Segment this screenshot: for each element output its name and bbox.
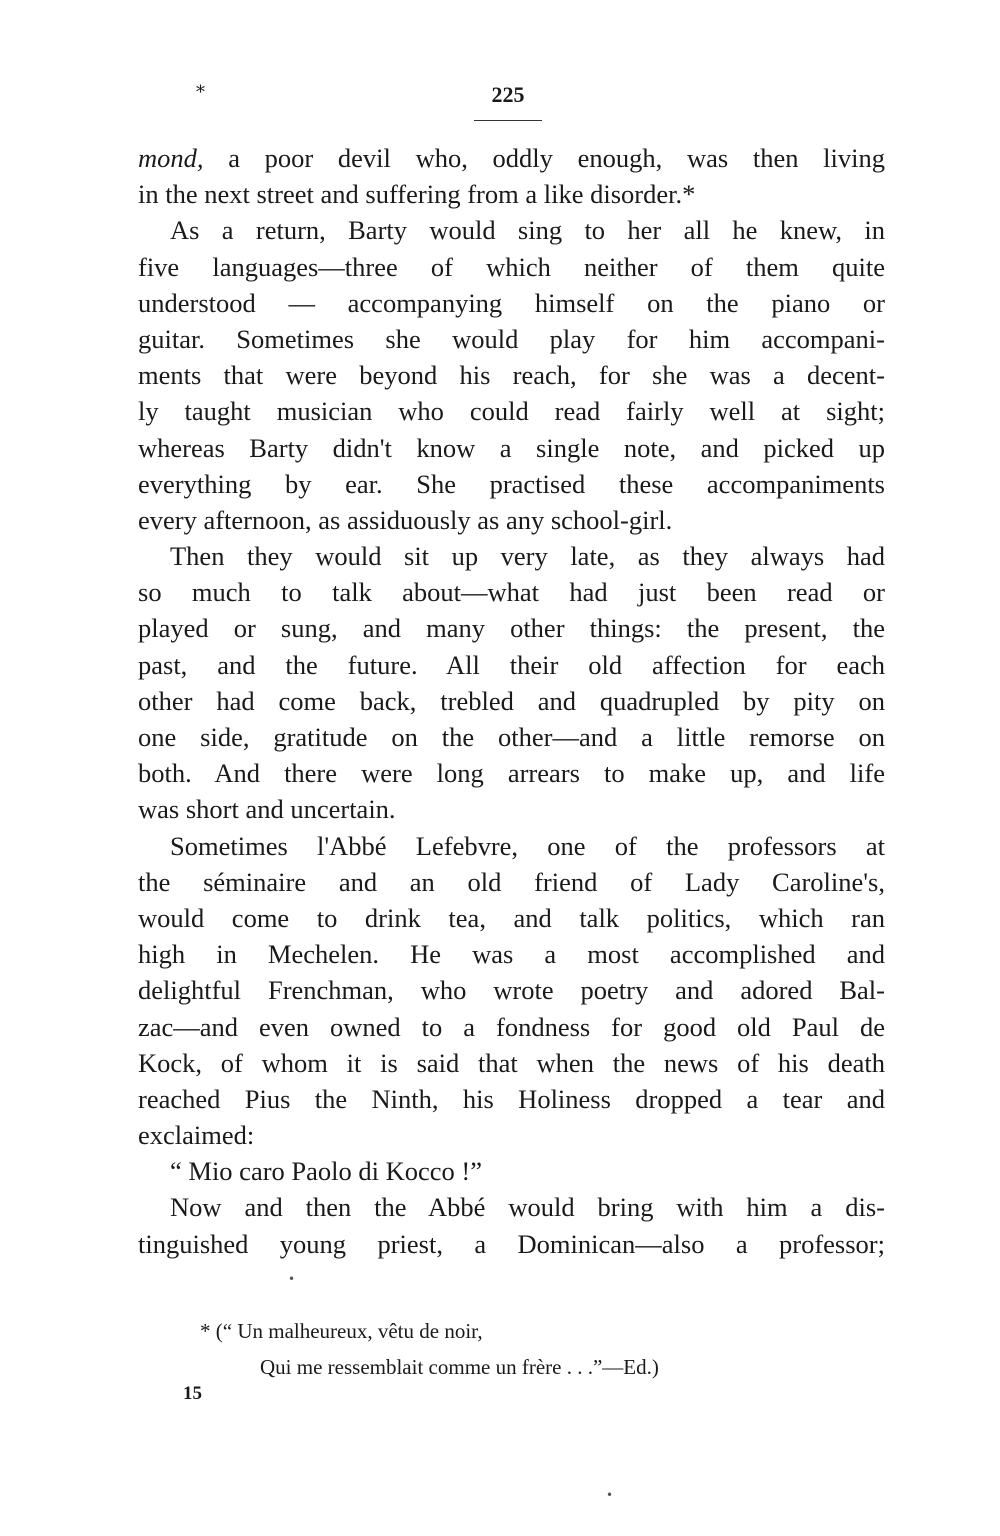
text-line: Kock, of whom it is said that when the news of his death — [138, 1047, 885, 1078]
text-line: guitar. Sometimes she would play for him accompani- — [138, 323, 885, 354]
text-line: past, and the future. All their old affection for each — [138, 649, 885, 680]
text-line: both. And there were long arrears to make up, and life — [138, 758, 885, 789]
printer-mark: * — [196, 82, 205, 103]
text-line: “ Mio caro Paolo di Kocco !” — [170, 1156, 483, 1187]
text-line: whereas Barty didn't know a single note, and picked up — [138, 432, 885, 463]
text-line: ments that were beyond his reach, for she was a decent- — [138, 360, 885, 391]
header-rule — [474, 120, 542, 121]
signature-mark: 15 — [183, 1383, 202, 1404]
text-line: was short and uncertain. — [138, 794, 396, 825]
text-line: every afternoon, as assiduously as any school-girl. — [138, 504, 673, 535]
text-line: played or sung, and many other things: the present, the — [138, 613, 885, 644]
text-line: tinguished young priest, a Dominican—also a professor; — [138, 1228, 885, 1259]
text-line: Now and then the Abbé would bring with him a dis- — [170, 1192, 885, 1223]
text-line: the séminaire and an old friend of Lady Caroline's, — [138, 866, 885, 897]
text-line: one side, gratitude on the other—and a little remorse on — [138, 722, 885, 752]
page-number: 225 — [491, 82, 525, 107]
footnote — [200, 1313, 880, 1385]
text-line: zac—and even owned to a fondness for good old Paul de — [138, 1011, 885, 1042]
text-line: exclaimed: — [138, 1120, 255, 1151]
text-line: Sometimes l'Abbé Lefebvre, one of the professors at — [170, 830, 885, 861]
text-line: in the next street and suffering from a like disorder.* — [138, 179, 696, 210]
text-line: As a return, Barty would sing to her all he knew, in — [170, 215, 885, 246]
text-line: would come to drink tea, and talk politics, which ran — [138, 902, 885, 933]
text-line: delightful Frenchman, who wrote poetry and adored Bal- — [138, 975, 885, 1006]
footnote-line-2: Qui me ressemblait comme un frère . . .”—Ed.) — [260, 1355, 659, 1379]
text-line: ly taught musician who could read fairly well at sight; — [138, 396, 885, 427]
footnote-line-1: * (“ Un malheureux, vêtu de noir, — [200, 1319, 483, 1343]
text-line: everything by ear. She practised these accompaniments — [138, 468, 885, 499]
speck: • — [606, 1488, 614, 1502]
text-line: understood — accompanying himself on the piano or — [138, 287, 885, 318]
text-line: reached Pius the Ninth, his Holiness dropped a tear and — [138, 1083, 885, 1114]
text-line: Then they would sit up very late, as they always had — [170, 541, 885, 572]
text-line: other had come back, trebled and quadrupled by pity on — [138, 685, 885, 716]
text-line: five languages—three of which neither of them quite — [138, 251, 885, 282]
speck: • — [288, 1272, 296, 1286]
text-line: high in Mechelen. He was a most accomplished and — [138, 939, 885, 970]
text-line: mond, a poor devil who, oddly enough, was then living — [138, 143, 885, 173]
body-text — [138, 140, 885, 1262]
text-line: so much to talk about—what had just been read or — [138, 577, 885, 608]
